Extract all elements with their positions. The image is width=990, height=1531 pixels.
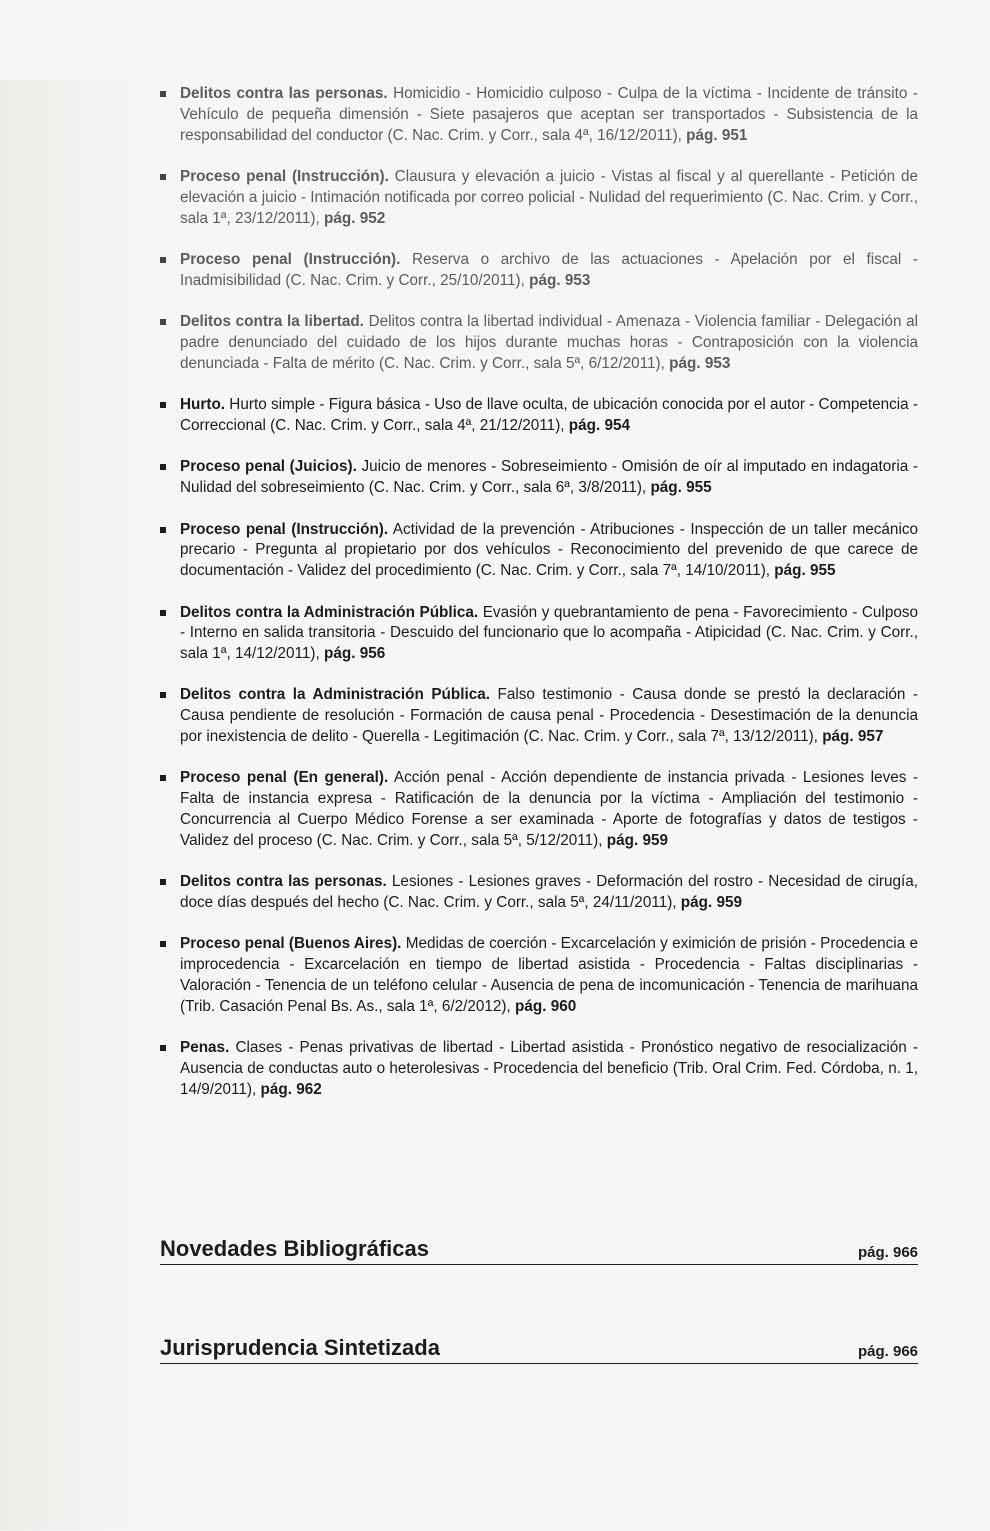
entry-heading: Proceso penal (Instrucción).	[180, 250, 401, 268]
entry-text: Lesiones - Lesiones graves - Deformación del rostro - Necesidad de cirugía, doce días después del hecho (C. Nac. Crim. y Corr., sala 5ª, 24/11/2011),	[180, 873, 919, 912]
section-page-ref: pág. 966	[857, 1343, 918, 1360]
entry-heading: Delitos contra las personas.	[180, 85, 388, 102]
bleed-through-shading	[0, 80, 150, 1530]
entry-page-ref: pág. 962	[260, 1080, 322, 1098]
entry-page-ref: pág. 951	[686, 126, 748, 144]
list-item	[160, 167, 918, 229]
list-item	[160, 457, 918, 499]
section-jurisprudencia-sintetizada	[160, 1335, 918, 1364]
entry-heading: Proceso penal (Instrucción).	[180, 520, 389, 538]
entry-text: Juicio de menores - Sobreseimiento - Omisión de oír al imputado en indagatoria - Nulidad del sobreseimiento (C. Nac. Crim. y Corr., sala 6ª, 3/8/2011),	[180, 458, 919, 497]
summary-list	[160, 84, 918, 1121]
entry-page-ref: pág. 960	[515, 997, 577, 1015]
list-item	[160, 312, 918, 374]
list-item	[160, 250, 918, 292]
entry-heading: Delitos contra la Administración Pública.	[180, 603, 479, 621]
list-item	[160, 685, 918, 747]
square-bullet-icon	[160, 1045, 166, 1051]
square-bullet-icon	[160, 879, 166, 885]
square-bullet-icon	[160, 319, 166, 325]
list-item	[160, 520, 918, 582]
section-title: Novedades Bibliográficas	[160, 1236, 429, 1261]
entry-page-ref: pág. 959	[680, 894, 743, 912]
entry-heading: Proceso penal (En general).	[180, 769, 389, 787]
square-bullet-icon	[160, 692, 166, 698]
square-bullet-icon	[160, 91, 166, 97]
entry-text: Hurto simple - Figura básica - Uso de llave oculta, de ubicación conocida por el autor - Competencia - Correccional (C. Nac. Crim. y Corr., sala 4ª, 21/12/2011),	[180, 396, 918, 434]
square-bullet-icon	[160, 775, 166, 781]
entry-heading: Proceso penal (Buenos Aires).	[180, 935, 402, 953]
list-item	[160, 84, 918, 146]
entry-heading: Proceso penal (Instrucción).	[180, 167, 389, 185]
square-bullet-icon	[160, 402, 166, 408]
square-bullet-icon	[160, 464, 166, 470]
section-title: Jurisprudencia Sintetizada	[160, 1335, 440, 1360]
entry-text: Delitos contra la libertad individual - Amenaza - Violencia familiar - Delegación al padre denunciado del cuidado de los hijos durante muchas horas - Contraposición con la violencia denunciada - Falta de mérito (C. Nac. Crim. y Corr., sala 5ª, 6/12/2011),	[180, 313, 918, 372]
entry-page-ref: pág. 955	[774, 562, 836, 580]
section-page-ref: pág. 966	[857, 1244, 918, 1261]
list-item	[160, 603, 918, 665]
list-item	[160, 934, 918, 1017]
entry-page-ref: pág. 957	[822, 728, 884, 746]
section-novedades-bibliograficas	[160, 1236, 918, 1265]
square-bullet-icon	[160, 527, 166, 533]
list-item	[160, 768, 918, 851]
square-bullet-icon	[160, 610, 166, 616]
entry-text: Evasión y quebrantamiento de pena - Favorecimiento - Culposo - Interno en salida transitoria - Descuido del funcionario que lo acompaña - Atipicidad (C. Nac. Crim. y Corr., sala 1ª, 14/12/2011),	[180, 603, 918, 663]
entry-page-ref: pág. 953	[529, 271, 591, 289]
entry-heading: Delitos contra la libertad.	[180, 313, 364, 331]
list-item	[160, 395, 918, 437]
square-bullet-icon	[160, 941, 166, 947]
entry-text: Medidas de coerción - Excarcelación y eximición de prisión - Procedencia e improcedencia - Excarcelación en tiempo de libertad asistida - Procedencia - Faltas disciplinarias - Valoración - Tenencia de un teléfono celular - Ausencia de pena de incomunicación - Tenencia de marihuana (Trib. Casación Penal Bs. As., sala 1ª, 6/2/2012),	[180, 935, 919, 1015]
entry-page-ref: pág. 956	[324, 645, 386, 663]
entry-heading: Delitos contra las personas.	[180, 873, 387, 891]
entry-heading: Penas.	[180, 1039, 230, 1057]
entry-heading: Delitos contra la Administración Pública.	[180, 686, 490, 704]
entry-page-ref: pág. 955	[650, 479, 712, 497]
entry-page-ref: pág. 952	[324, 209, 386, 227]
entry-heading: Proceso penal (Juicios).	[180, 458, 357, 476]
entry-text: Clases - Penas privativas de libertad - Libertad asistida - Pronóstico negativo de resocialización - Ausencia de conductas auto o heterolesivas - Procedencia del beneficio (Trib. Oral Crim. Fed. Córdoba, n. 1, 14/9/2011),	[180, 1039, 918, 1098]
entry-text: Clausura y elevación a juicio - Vistas al fiscal y al querellante - Petición de elevación a juicio - Intimación notificada por correo policial - Nulidad del requerimiento (C. Nac. Crim. y Corr., sala 1ª, 23/12/2011),	[180, 167, 918, 227]
entry-page-ref: pág. 953	[669, 354, 731, 372]
list-item	[160, 872, 918, 914]
entry-text: Falso testimonio - Causa donde se prestó la declaración - Causa pendiente de resolución - Formación de causa penal - Procedencia - Desestimación de la denuncia por inexistencia de delito - Querella - Legitimación (C. Nac. Crim. y Corr., sala 7ª, 13/12/2011),	[180, 686, 919, 746]
square-bullet-icon	[160, 174, 166, 180]
entry-page-ref: pág. 959	[606, 831, 668, 849]
entry-heading: Hurto.	[180, 396, 226, 414]
entry-text: Homicidio - Homicidio culposo - Culpa de la víctima - Incidente de tránsito - Vehículo de pequeña dimensión - Siete pasajeros que aceptan ser transportados - Subsistencia de la responsabilidad del conductor (C. Nac. Crim. y Corr., sala 4ª, 16/12/2011),	[180, 85, 918, 144]
entry-text: Acción penal - Acción dependiente de instancia privada - Lesiones leves - Falta de instancia expresa - Ratificación de la denuncia por la víctima - Ampliación del testimonio - Concurrencia al Cuerpo Médico Forense a ser examinada - Aporte de fotografías y datos de testigos - Validez del proceso (C. Nac. Crim. y Corr., sala 5ª, 5/12/2011),	[180, 769, 918, 849]
square-bullet-icon	[160, 257, 166, 263]
entry-text: Actividad de la prevención - Atribuciones - Inspección de un taller mecánico precario - Pregunta al propietario por dos vehículos - Reconocimiento del prevenido de que carece de documentación - Validez del procedimiento (C. Nac. Crim. y Corr., sala 7ª, 14/10/2011),	[180, 520, 918, 580]
entry-text: Reserva o archivo de las actuaciones - Apelación por el fiscal - Inadmisibilidad (C. Nac. Crim. y Corr., 25/10/2011),	[180, 250, 918, 289]
list-item	[160, 1038, 918, 1100]
entry-page-ref: pág. 954	[568, 416, 631, 434]
